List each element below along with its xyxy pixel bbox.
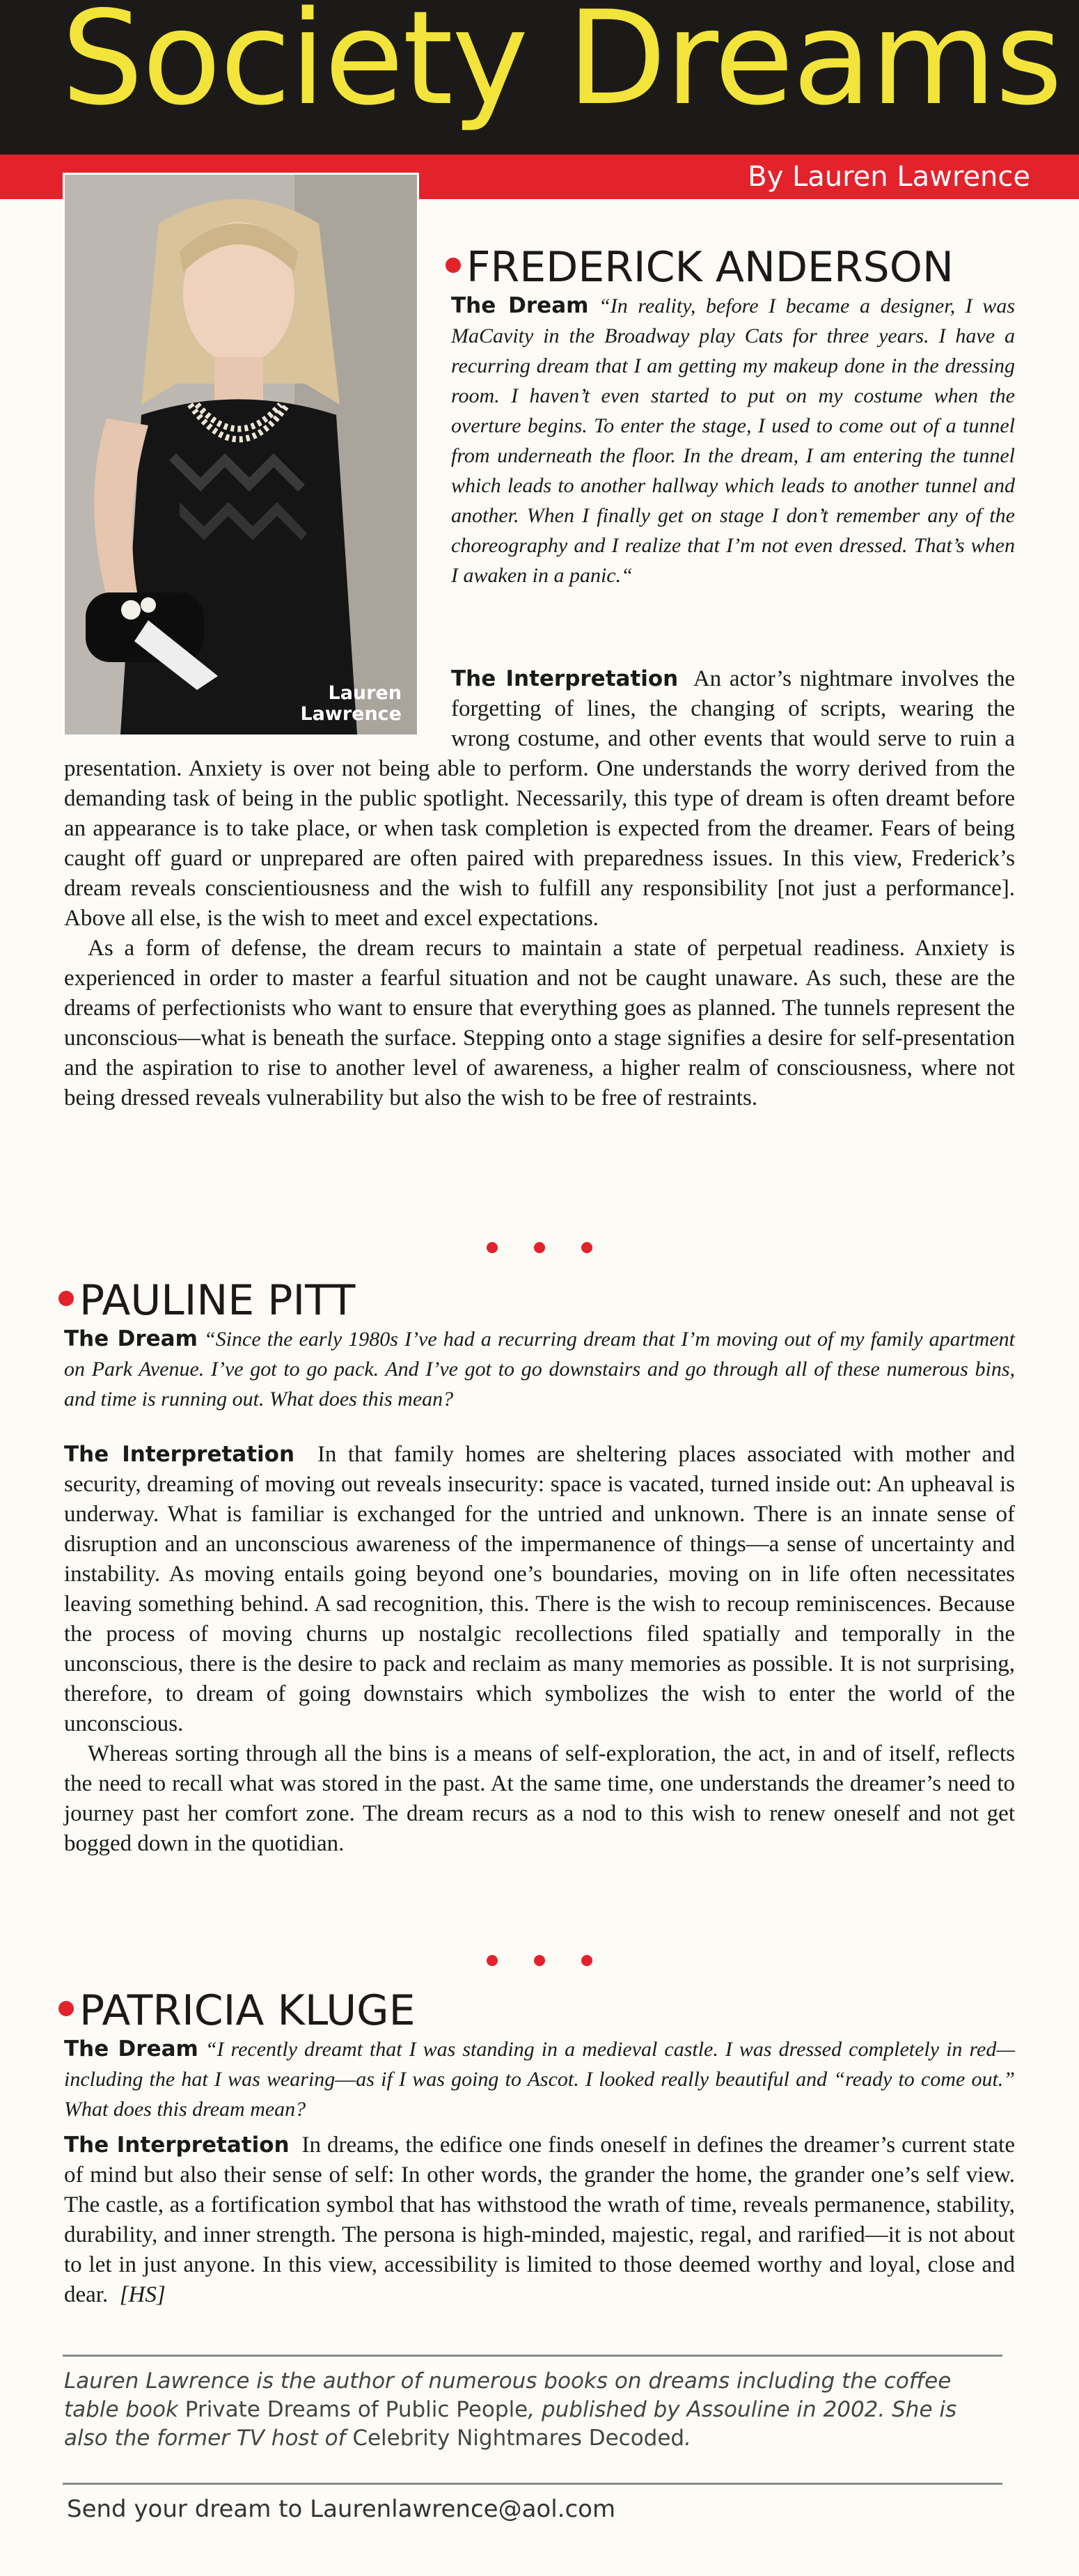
red-bullet-icon [58,2001,74,2016]
red-bullet-icon [446,258,461,273]
author-bio: Lauren Lawrence is the author of numerous books on dreams including the coffee table book Private Dreams of Public People, published by Assouline in 2002. She is also the former TV host of Celebrity Nightmares Decoded. [64,2369,957,2451]
footer-rule-top [63,2355,1002,2357]
interpretation-text-1: In dreams, the edifice one finds oneself in defines the dreamer’s current state of mind but also their sense of self: In other words, the grander the home, the grander one’s self view. The castle, as a fortification symbol that has withstood the wrath of time, reveals permanence, stability, durability, and inner strength. The persona is high-minded, majestic, regal, and rarified—it is not about to let in just anyone. In this view, accessibility is limited to those deemed worthy and loyal, close and dear. [64,2133,1015,2307]
interpretation-frederick-anderson [64,664,1015,1113]
dream-text: “In reality, before I became a designer, I was MaCavity in the Broadway play Cats for three years. I have a recurring dream that I am getting my makeup done in the dressing room. I haven’t even started to put on my costume when the overture begins. To enter the stage, I used to come out of a tunnel from underneath the floor. In the dream, I am entering the tunnel which leads to another hallway which leads to another tunnel and another. When I finally get on stage I don’t remember any of the choreography and I realize that I’m not even dressed. That’s when I awaken in a panic.“ [451,294,1015,587]
photo-caption: Lauren Lawrence [300,682,402,725]
book-title: Private Dreams of Public People [184,2397,528,2422]
interpretation-text-1: An actor’s nightmare involves the forgetting of lines, the changing of scripts, wearing the wrong costume, and other events that would serve to ruin a presentation. Anxiety is over not being able to perform. One understands the worry derived from the demanding task of being in the public spotlight. Necessarily, this type of dream is often dreamt before an appearance is to take place, or when task completion is expected from the dreamer. Fears of being caught off guard or unprepared are often paired with preparedness issues. In this view, Frederick’s dream reveals conscientiousness and the wish to fulfill any responsibility [not just a performance]. Above all else, is the wish to meet and excel expectations. [64,666,1015,931]
email-link[interactable]: Laurenlawrence@aol.com [310,2495,616,2523]
dream-text: “I recently dreamt that I was standing in a medieval castle. I was dressed completely in red—including the hat I was wearing––as if I was going to Ascot. I looked really beautiful and “ready to come out.” What does this dream mean? [64,2038,1015,2121]
interpretation-patricia-kluge [64,2130,1015,2310]
masthead [0,0,1079,155]
section-divider [0,1955,1079,1970]
dream-label: The Dream [64,1326,198,1351]
byline: By Lauren Lawrence [748,161,1030,193]
interpretation-text-2: As a form of defense, the dream recurs to maintain a state of perpetual readiness. Anxiety is experienced in order to master a fearful situation and not be caught unaware. As such, these are the dreams of perfectionists who want to ensure that everything goes as planned. The tunnels represent the unconscious—what is beneath the surface. Stepping onto a stage signifies a desire for self-presentation and the aspiration to rise to another level of awareness, a higher realm of consciousness, where not being dressed reveals vulnerability but also the wish to be free of restraints. [64,936,1015,1110]
red-bullet-icon [58,1291,74,1306]
section-heading-frederick-anderson: FREDERICK ANDERSON [446,242,954,292]
dream-pauline-pitt [64,1324,1015,1414]
dream-label: The Dream [451,293,589,318]
section-heading-patricia-kluge: PATRICIA KLUGE [58,1986,416,2036]
section-divider [0,1242,1079,1257]
dream-patricia-kluge [64,2034,1015,2124]
footer-rule-bottom [63,2483,1002,2485]
interpretation-label: The Interpretation [64,1442,295,1467]
interpretation-pauline-pitt [64,1440,1015,1859]
dream-text: “Since the early 1980s I’ve had a recurring dream that I’m moving out of my family apartment on Park Avenue. I’ve got to go pack. And I’ve got to go downstairs and go through all of these numerous bins, and time is running out. What does this mean? [64,1328,1015,1411]
interpretation-text-2: Whereas sorting through all the bins is a means of self-exploration, the act, in and of itself, reflects the need to recall what was stored in the past. At the same time, one understands the dreamer’s need to journey past her comfort zone. The dream recurs as a nod to this wish to renew oneself and not get bogged down in the quotidian. [64,1741,1015,1856]
section-heading-pauline-pitt: PAULINE PITT [58,1275,355,1326]
sign-off: [HS] [119,2282,166,2307]
dream-label: The Dream [64,2036,198,2061]
interpretation-label: The Interpretation [451,666,679,691]
dream-frederick-anderson [451,291,1015,590]
author-portrait-image [65,175,417,735]
author-photo [63,173,419,737]
interpretation-label: The Interpretation [64,2133,290,2158]
page-title: Society Dreams [61,0,1062,134]
send-dream-line: Send your dream to Laurenlawrence@aol.com [67,2495,616,2523]
interpretation-text-1: In that family homes are sheltering places associated with mother and security, dreaming of moving out reveals insecurity: space is vacated, turned inside out: An upheaval is underway. What is familiar is exchanged for the untried and unknown. There is an innate sense of disruption and an unconscious awareness of the impermanence of things—a sense of uncertainty and instability. As moving entails going beyond one’s boundaries, moving on in life often necessitates leaving something behind. A sad recognition, this. There is the wish to recoup reminiscences. Because the process of moving churns up nostalgic recollections filed spatially and temporally in the unconscious, there is the desire to pack and reclaim as many memories as possible. It is not surprising, therefore, to dream of going downstairs which symbolizes the wish to enter the world of the unconscious. [64,1442,1015,1736]
show-title: Celebrity Nightmares Decoded [352,2426,685,2451]
